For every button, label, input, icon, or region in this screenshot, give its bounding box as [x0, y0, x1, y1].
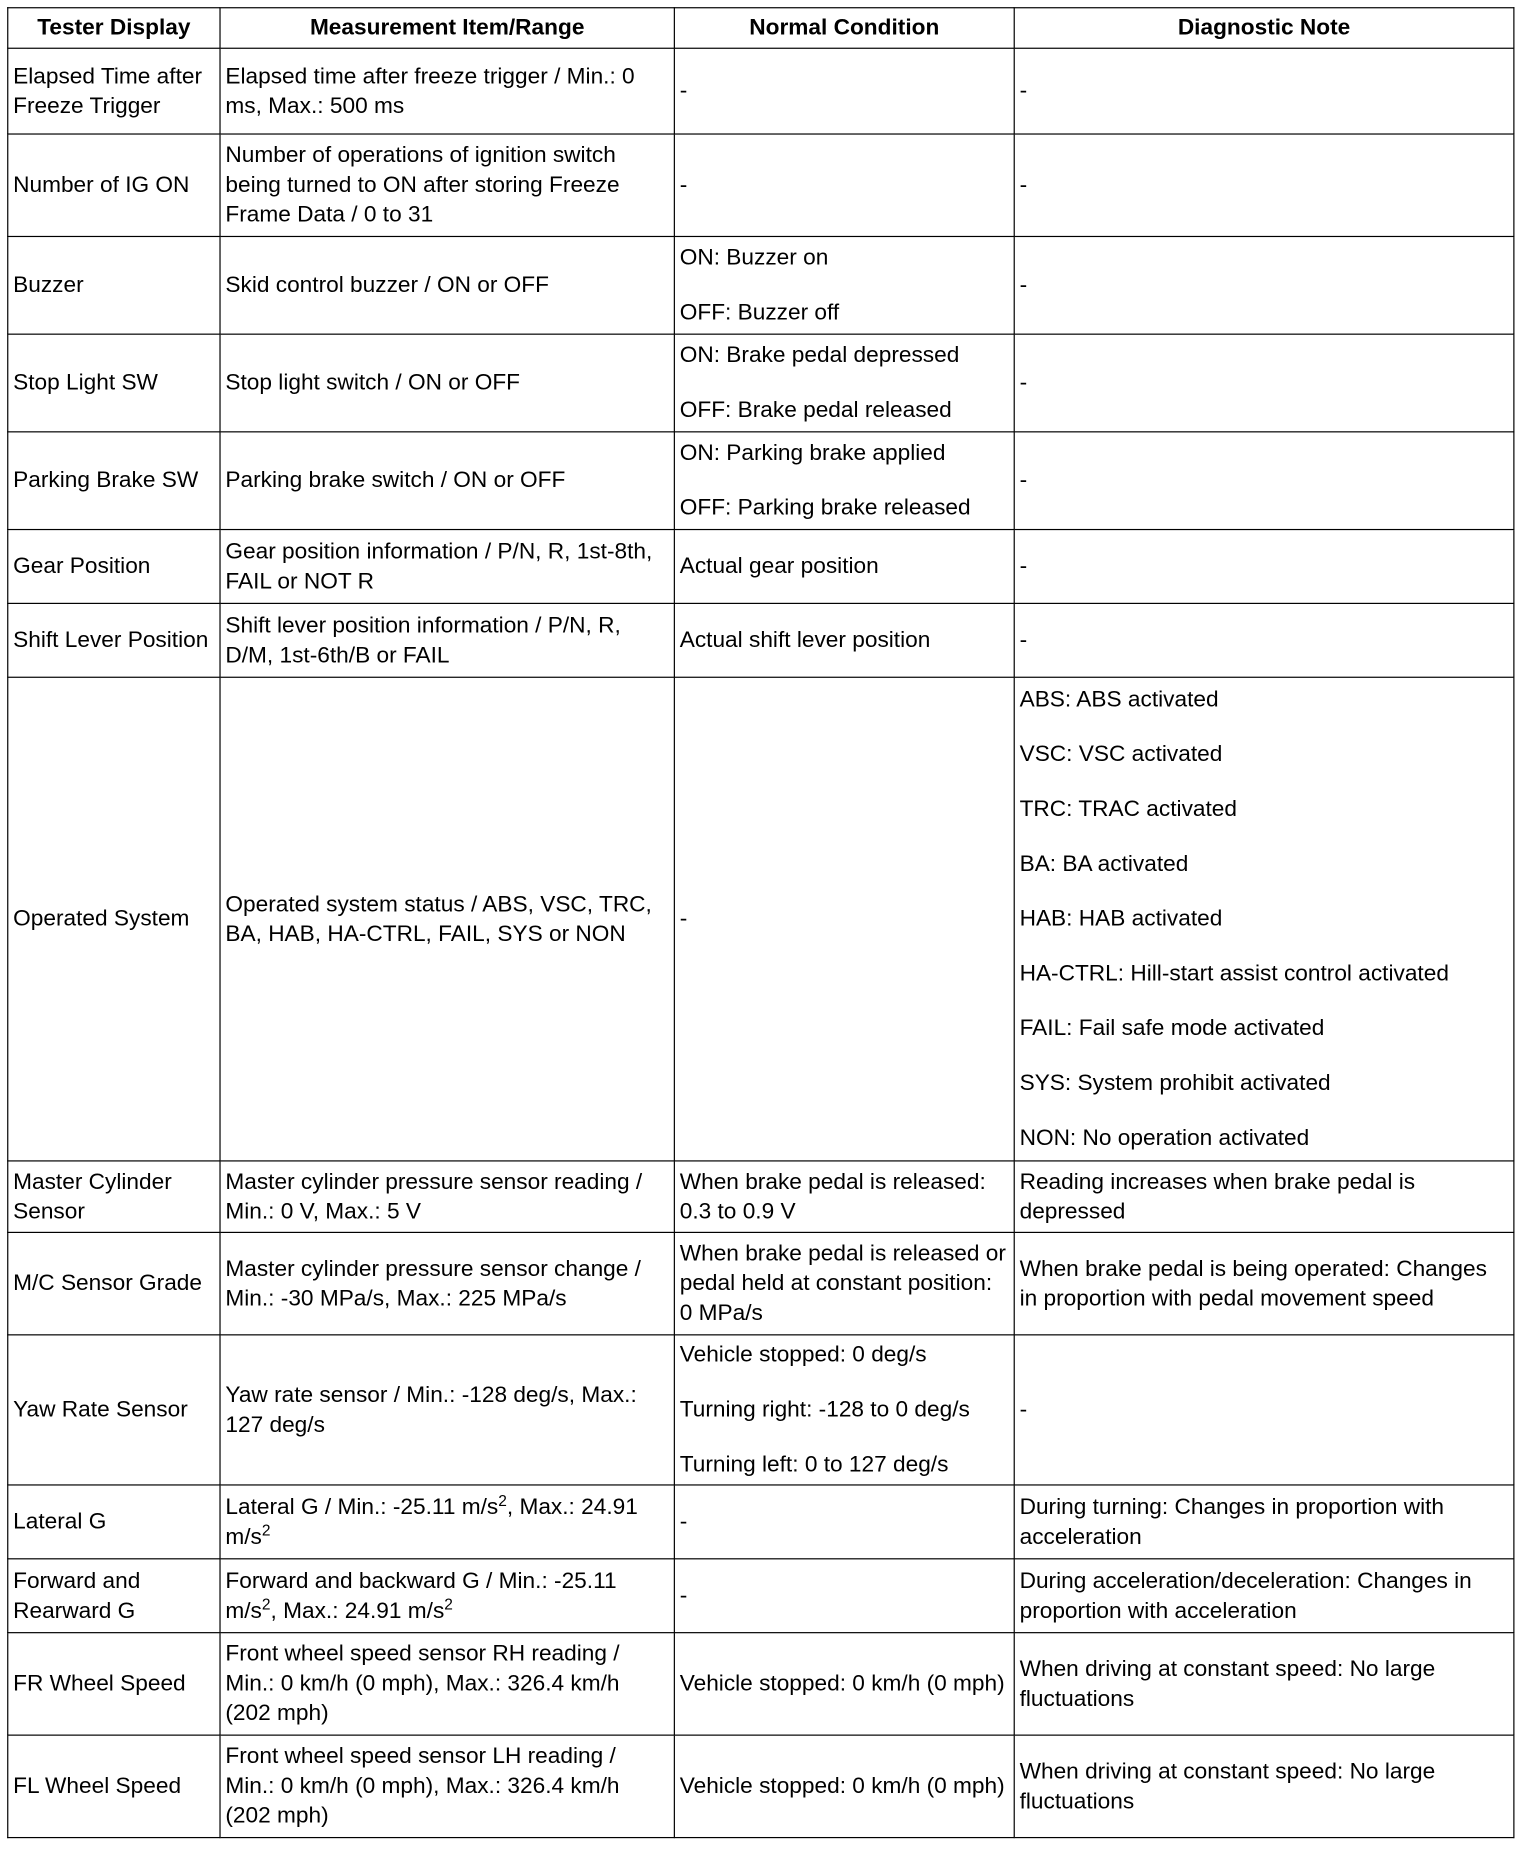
measurement-text-part: Lateral G / Min.: -25.11 m/s: [225, 1494, 499, 1520]
measurement-item-cell: Master cylinder pressure sensor reading / Min.: 0 V, Max.: 5 V: [220, 1161, 674, 1232]
normal-condition-line: OFF: Buzzer off: [679, 300, 840, 326]
normal-condition-cell: [674, 1232, 1014, 1334]
measurement-item-cell: [220, 1485, 674, 1559]
measurement-item-cell: Yaw rate sensor / Min.: -128 deg/s, Max.: 127 deg/s: [220, 1335, 674, 1485]
tester-display-cell: Stop Light SW: [8, 334, 220, 432]
normal-condition-line: Turning left: 0 to 127 deg/s: [679, 1452, 949, 1478]
tester-display-cell: Shift Lever Position: [8, 603, 220, 677]
table-row: [8, 1485, 1514, 1559]
normal-condition-cell: [674, 1559, 1014, 1633]
tester-display-cell: Yaw Rate Sensor: [8, 1335, 220, 1485]
table-row: [8, 1559, 1514, 1633]
diagnostic-note-cell: [1014, 1232, 1514, 1334]
normal-condition-cell: [674, 1735, 1014, 1837]
normal-condition-line: Turning right: -128 to 0 deg/s: [679, 1397, 970, 1423]
tester-display-cell: Forward and Rearward G: [8, 1559, 220, 1633]
diagnostic-note-line: -: [1019, 272, 1028, 298]
diagnostic-note-cell: [1014, 334, 1514, 432]
tester-display-cell: Buzzer: [8, 236, 220, 334]
measurement-item-cell: Parking brake switch / ON or OFF: [220, 432, 674, 530]
table-row: [8, 1633, 1514, 1735]
diagnostic-note-line: When driving at constant speed: No large fluctuations: [1019, 1656, 1436, 1712]
tester-display-cell: Elapsed Time after Freeze Trigger: [8, 48, 220, 134]
table-row: [8, 1335, 1514, 1485]
diagnostic-note-line: HA-CTRL: Hill-start assist control activated: [1019, 961, 1449, 987]
diagnostic-note-cell: [1014, 1161, 1514, 1232]
normal-condition-cell: [674, 48, 1014, 134]
superscript-exponent: 2: [261, 1594, 271, 1613]
normal-condition-line: -: [679, 1583, 688, 1609]
normal-condition-line: ON: Brake pedal depressed: [679, 343, 960, 369]
diagnostic-note-cell: [1014, 1559, 1514, 1633]
diagnostic-note-cell: [1014, 134, 1514, 236]
tester-display-cell: FL Wheel Speed: [8, 1735, 220, 1837]
normal-condition-line: Vehicle stopped: 0 km/h (0 mph): [679, 1773, 1005, 1799]
tester-display-cell: Lateral G: [8, 1485, 220, 1559]
header-tester-display: Tester Display: [8, 8, 220, 49]
table-row: [8, 134, 1514, 236]
normal-condition-line: Vehicle stopped: 0 km/h (0 mph): [679, 1671, 1005, 1697]
table-row: [8, 334, 1514, 432]
diagnostic-note-line: SYS: System prohibit activated: [1019, 1070, 1331, 1096]
header-diagnostic-note: Diagnostic Note: [1014, 8, 1514, 49]
header-normal-condition: Normal Condition: [674, 8, 1014, 49]
tester-display-cell: Master Cylinder Sensor: [8, 1161, 220, 1232]
diagnostic-note-cell: [1014, 677, 1514, 1161]
table-row: [8, 1232, 1514, 1334]
normal-condition-line: When brake pedal is released or pedal held at constant position: 0 MPa/s: [679, 1241, 1006, 1326]
table-row: [8, 1735, 1514, 1837]
diagnostic-note-line: When driving at constant speed: No large fluctuations: [1019, 1758, 1436, 1814]
diagnostic-data-table: [7, 7, 1514, 1838]
measurement-item-cell: Front wheel speed sensor LH reading / Min.: 0 km/h (0 mph), Max.: 326.4 km/h (202 mph): [220, 1735, 674, 1837]
normal-condition-line: OFF: Parking brake released: [679, 495, 971, 521]
measurement-item-cell: Stop light switch / ON or OFF: [220, 334, 674, 432]
measurement-text-part: Forward and backward G / Min.: -25.11 m/s: [225, 1568, 617, 1624]
diagnostic-note-line: -: [1019, 172, 1028, 198]
normal-condition-cell: [674, 677, 1014, 1161]
diagnostic-note-line: NON: No operation activated: [1019, 1125, 1310, 1151]
diagnostic-note-line: ABS: ABS activated: [1019, 687, 1219, 713]
normal-condition-line: -: [679, 172, 688, 198]
measurement-item-cell: [220, 1559, 674, 1633]
table-row: [8, 236, 1514, 334]
measurement-item-cell: Gear position information / P/N, R, 1st-8th, FAIL or NOT R: [220, 530, 674, 604]
diagnostic-note-cell: [1014, 432, 1514, 530]
table-header-row: [8, 8, 1514, 49]
diagnostic-note-line: During turning: Changes in proportion with acceleration: [1019, 1494, 1445, 1550]
measurement-item-cell: Skid control buzzer / ON or OFF: [220, 236, 674, 334]
diagnostic-note-line: FAIL: Fail safe mode activated: [1019, 1016, 1325, 1042]
tester-display-cell: Parking Brake SW: [8, 432, 220, 530]
normal-condition-line: -: [679, 1509, 688, 1535]
header-measurement-item: Measurement Item/Range: [220, 8, 674, 49]
diagnostic-note-line: When brake pedal is being operated: Changes in proportion with pedal movement speed: [1019, 1256, 1487, 1312]
diagnostic-note-line: HAB: HAB activated: [1019, 906, 1223, 932]
diagnostic-note-cell: [1014, 1335, 1514, 1485]
diagnostic-note-line: -: [1019, 553, 1028, 579]
diagnostic-note-line: During acceleration/deceleration: Changes in proportion with acceleration: [1019, 1568, 1472, 1624]
table-row: [8, 48, 1514, 134]
diagnostic-note-line: -: [1019, 1397, 1028, 1423]
normal-condition-line: Vehicle stopped: 0 deg/s: [679, 1342, 927, 1368]
measurement-text-part: , Max.: 24.91 m/s: [270, 1598, 445, 1624]
diagnostic-note-cell: [1014, 236, 1514, 334]
superscript-exponent: 2: [261, 1520, 271, 1539]
tester-display-cell: Gear Position: [8, 530, 220, 604]
normal-condition-line: -: [679, 906, 688, 932]
diagnostic-note-cell: [1014, 1485, 1514, 1559]
normal-condition-cell: [674, 334, 1014, 432]
superscript-exponent: 2: [498, 1490, 507, 1509]
measurement-item-cell: Shift lever position information / P/N, R, D/M, 1st-6th/B or FAIL: [220, 603, 674, 677]
tester-display-cell: Operated System: [8, 677, 220, 1161]
table-row: [8, 432, 1514, 530]
normal-condition-line: When brake pedal is released: 0.3 to 0.9 V: [679, 1169, 986, 1225]
measurement-item-cell: Operated system status / ABS, VSC, TRC, BA, HAB, HA-CTRL, FAIL, SYS or NON: [220, 677, 674, 1161]
normal-condition-line: OFF: Brake pedal released: [679, 397, 952, 423]
measurement-item-cell: Number of operations of ignition switch being turned to ON after storing Freeze Frame Data / 0 to 31: [220, 134, 674, 236]
normal-condition-cell: [674, 1335, 1014, 1485]
normal-condition-cell: [674, 432, 1014, 530]
measurement-item-cell: Elapsed time after freeze trigger / Min.: 0 ms, Max.: 500 ms: [220, 48, 674, 134]
normal-condition-cell: [674, 530, 1014, 604]
diagnostic-note-line: Reading increases when brake pedal is depressed: [1019, 1169, 1416, 1225]
diagnostic-note-cell: [1014, 48, 1514, 134]
diagnostic-note-line: -: [1019, 78, 1028, 104]
normal-condition-line: Actual gear position: [679, 553, 879, 579]
superscript-exponent: 2: [444, 1594, 453, 1613]
table-row: [8, 603, 1514, 677]
tester-display-cell: Number of IG ON: [8, 134, 220, 236]
tester-display-cell: M/C Sensor Grade: [8, 1232, 220, 1334]
normal-condition-line: ON: Buzzer on: [679, 245, 829, 271]
table-row: [8, 1161, 1514, 1232]
table-body: [8, 48, 1514, 1837]
normal-condition-cell: [674, 1485, 1014, 1559]
diagnostic-note-line: -: [1019, 627, 1028, 653]
diagnostic-note-cell: [1014, 603, 1514, 677]
normal-condition-cell: [674, 236, 1014, 334]
measurement-item-cell: Front wheel speed sensor RH reading / Min.: 0 km/h (0 mph), Max.: 326.4 km/h (202 mph): [220, 1633, 674, 1735]
diagnostic-note-line: VSC: VSC activated: [1019, 742, 1223, 768]
table-row: [8, 530, 1514, 604]
normal-condition-cell: [674, 134, 1014, 236]
tester-display-cell: FR Wheel Speed: [8, 1633, 220, 1735]
table-row: [8, 677, 1514, 1161]
normal-condition-line: Actual shift lever position: [679, 627, 931, 653]
normal-condition-cell: [674, 1633, 1014, 1735]
normal-condition-line: -: [679, 78, 688, 104]
diagnostic-note-line: TRC: TRAC activated: [1019, 796, 1237, 822]
normal-condition-line: ON: Parking brake applied: [679, 440, 946, 466]
normal-condition-cell: [674, 1161, 1014, 1232]
diagnostic-note-line: BA: BA activated: [1019, 851, 1189, 877]
diagnostic-note-cell: [1014, 530, 1514, 604]
diagnostic-note-line: -: [1019, 468, 1028, 494]
diagnostic-note-cell: [1014, 1735, 1514, 1837]
diagnostic-note-line: -: [1019, 370, 1028, 396]
normal-condition-cell: [674, 603, 1014, 677]
measurement-text-part: , Max.: 24.91 m/s: [225, 1494, 638, 1550]
diagnostic-note-cell: [1014, 1633, 1514, 1735]
measurement-item-cell: Master cylinder pressure sensor change / Min.: -30 MPa/s, Max.: 225 MPa/s: [220, 1232, 674, 1334]
